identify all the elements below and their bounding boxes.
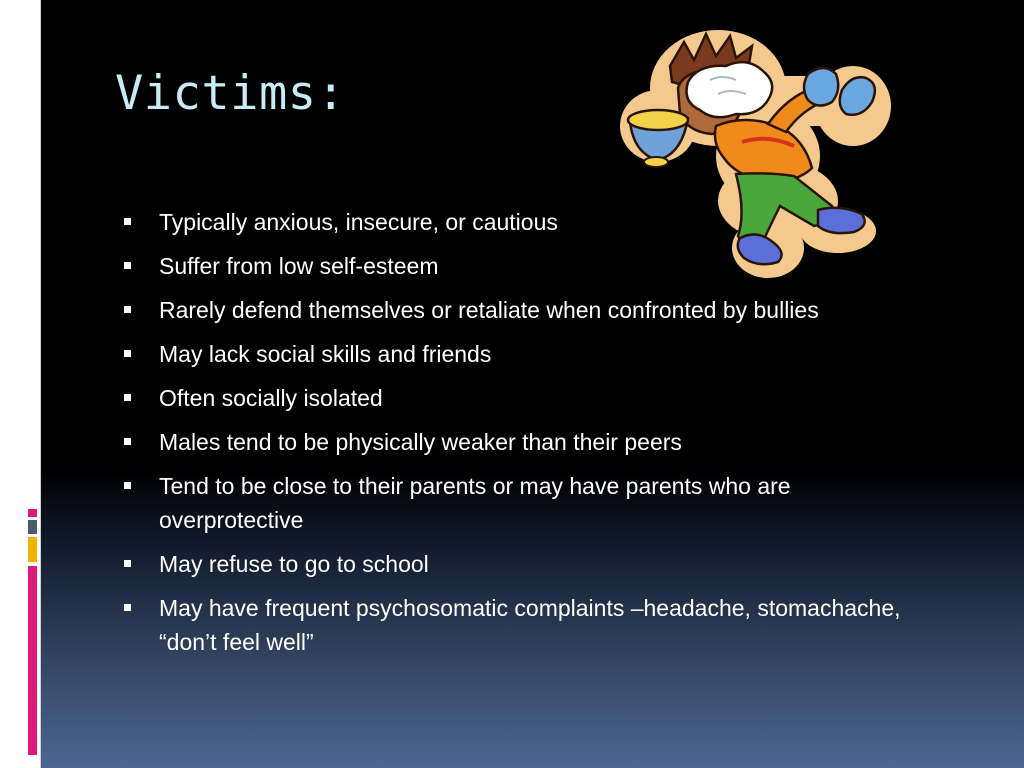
square-bullet-icon [124,218,131,225]
bullet-text: Tend to be close to their parents or may have parents who are overprotective [159,473,791,533]
bullet-text: Rarely defend themselves or retaliate when confronted by bullies [159,297,819,323]
square-bullet-icon [124,604,131,611]
square-bullet-icon [124,438,131,445]
list-item [120,293,940,327]
accent-pink-tall [28,566,37,755]
slide-title: Victims: [115,66,346,121]
bullet-text: Often socially isolated [159,385,383,411]
list-item [120,591,940,659]
decoration-bar [6,0,9,768]
square-bullet-icon [124,394,131,401]
pie-splat [687,62,773,117]
kid-hit-by-pie-clipart [618,26,893,282]
left-decoration-strip [0,0,41,768]
bullet-text: Typically anxious, insecure, or cautious [159,209,558,235]
square-bullet-icon [124,262,131,269]
square-bullet-icon [124,560,131,567]
bullet-text: Suffer from low self-esteem [159,253,439,279]
bullet-text: May refuse to go to school [159,551,429,577]
strip-edge [40,0,41,768]
list-item [120,337,940,371]
accent-yellow [28,537,37,562]
square-bullet-icon [124,306,131,313]
list-item [120,425,940,459]
list-item [120,469,940,537]
square-bullet-icon [124,350,131,357]
list-item [120,381,940,415]
square-bullet-icon [124,482,131,489]
bullet-text: May lack social skills and friends [159,341,492,367]
pie-tin [628,110,688,167]
accent-gray [28,520,37,534]
bullet-text: May have frequent psychosomatic complaints –headache, stomachache, “don’t feel well” [159,595,901,655]
list-item [120,547,940,581]
accent-pink-small [28,509,37,517]
bullet-text: Males tend to be physically weaker than their peers [159,429,682,455]
